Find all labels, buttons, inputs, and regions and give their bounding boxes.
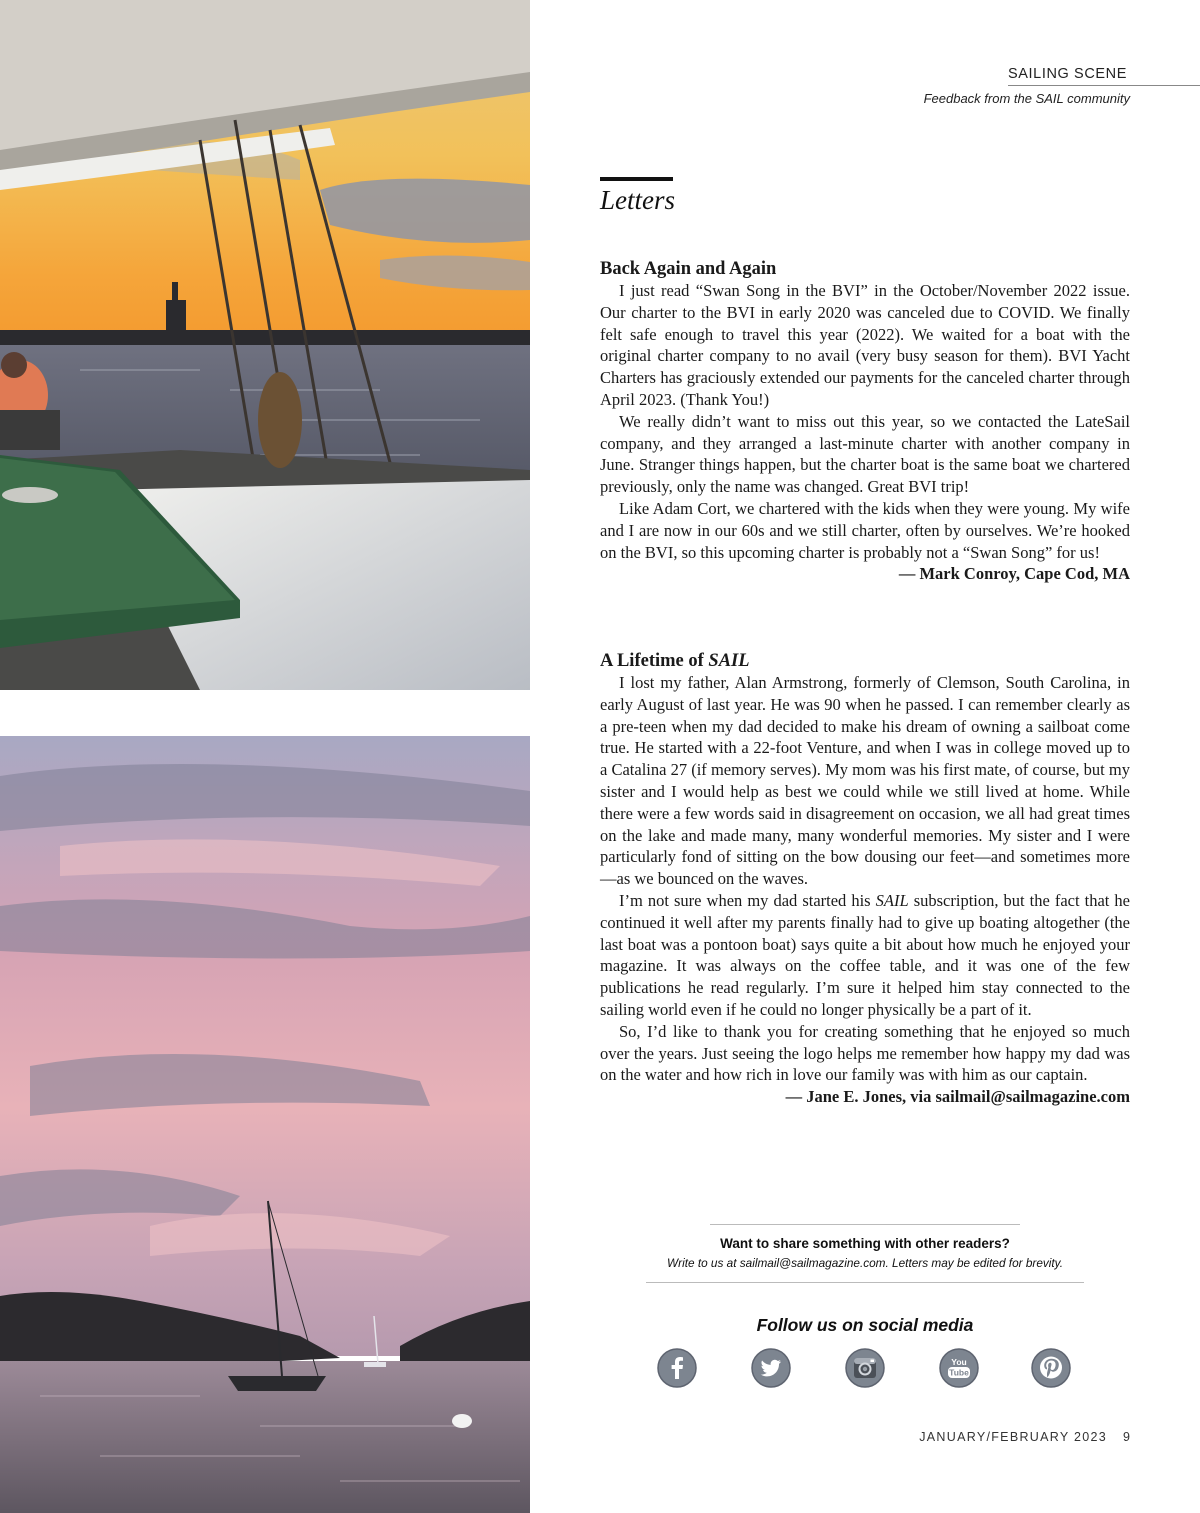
photo-pink-sunset-anchorage <box>0 736 530 1513</box>
youtube-word-tube: Tube <box>949 1367 969 1378</box>
callout-subtitle: Write to us at sailmail@sailmagazine.com. Letters may be edited for brevity. <box>667 1256 1063 1270</box>
pinterest-icon[interactable] <box>1031 1348 1071 1388</box>
twitter-icon[interactable] <box>751 1348 791 1388</box>
section-label: SAILING SCENE <box>1008 66 1127 82</box>
issue-date: JANUARY/FEBRUARY 2023 <box>919 1430 1108 1444</box>
section-rule <box>1008 85 1200 86</box>
letter-headline: Back Again and Again <box>600 259 777 279</box>
letter-paragraph: I lost my father, Alan Armstrong, formerly of Clemson, South Carolina, in early August of last year. He was 90 when he passed. I can remember clearly as a pre-teen when my dad decided to make his dream of owning a sailboat come true. He started with a 22-foot Venture, and when I was in college moved up to a Catalina 27 (if memory serves). My mom was his first mate, of course, but my sister and I would help as best we could while we still lived at home. While there were a few words said in disagreement on occasion, we all had great times on the lake and made many, many wonderful memories. My sister and I were particularly fond of sitting on the bow dousing our feet—and sometimes more—as we bounced on the waves. <box>600 673 1130 889</box>
letter-paragraph: Like Adam Cort, we chartered with the kids when they were young. My wife and I are now in our 60s and we still charter, often by ourselves. We’re hooked on the BVI, so this upcoming charter is probably not a “Swan Song” for us! <box>600 498 1130 562</box>
letter-back-again <box>600 258 1130 585</box>
callout-rule-bottom <box>646 1282 1084 1283</box>
photo-schooner-sunset <box>0 0 530 690</box>
social-heading: Follow us on social media <box>756 1315 974 1335</box>
letter-paragraph: So, I’d like to thank you for creating something that he enjoyed so much over the years. Just seeing the logo helps me remember how happy my dad was on the water and how rich in love our family was with him as our captain. <box>600 1021 1130 1085</box>
paragraph-text: I’m not sure when my dad started his <box>619 890 876 910</box>
section-tagline: Feedback from the SAIL community <box>923 91 1130 106</box>
facebook-icon[interactable] <box>657 1348 697 1388</box>
paragraph-text: subscription, but the fact that he continued it well after my parents finally had to give up boating altogether (the last boat was a pontoon boat) says quite a bit about how much he enjoyed your magazine. It was always on the coffee table, and it was one of the few publications he read regularly. I’m sure it helped him stay connected to the sailing world even if he could no longer physically be a part of it. <box>600 890 1131 1019</box>
letter-paragraph <box>600 890 1130 1021</box>
letter-headline <box>600 650 1130 672</box>
headline-magazine-name: SAIL <box>708 651 750 671</box>
page-title: Letters <box>600 185 676 215</box>
letter-paragraph: We really didn’t want to miss out this year, so we contacted the LateSail company, and they arranged a last-minute charter with another company in June. Stranger things happen, but the charter boat is the same boat we chartered previously, only the name was changed. Great BVI trip! <box>600 411 1130 497</box>
youtube-word-you: You <box>951 1357 967 1367</box>
letter-paragraph: I just read “Swan Song in the BVI” in the October/November 2022 issue. Our charter to the BVI in early 2020 was canceled due to COVID. We finally felt safe enough to travel this year (2022). We waited for a boat with the original charter company to no avail (very busy season for them). BVI Yacht Charters has graciously extended our payments for the canceled charter through April 2023. (Thank You!) <box>600 281 1130 409</box>
callout-title: Want to share something with other readers? <box>720 1236 1010 1251</box>
letter-signature: — Mark Conroy, Cape Cod, MA <box>898 564 1130 584</box>
pink-sunset-illustration <box>0 736 530 1513</box>
schooner-sunset-illustration <box>0 0 530 690</box>
paragraph-magazine-name: SAIL <box>875 890 909 910</box>
page-folio <box>919 1430 1130 1444</box>
title-accent-bar <box>600 177 673 181</box>
instagram-icon[interactable] <box>845 1348 885 1388</box>
page-number: 9 <box>1123 1430 1130 1444</box>
headline-text: A Lifetime of <box>600 651 709 671</box>
callout-rule-top <box>710 1224 1020 1225</box>
letter-signature: — Jane E. Jones, via sailmail@sailmagazine.com <box>785 1087 1130 1107</box>
youtube-icon[interactable] <box>939 1348 979 1388</box>
letter-lifetime-of-sail <box>600 650 1130 1108</box>
